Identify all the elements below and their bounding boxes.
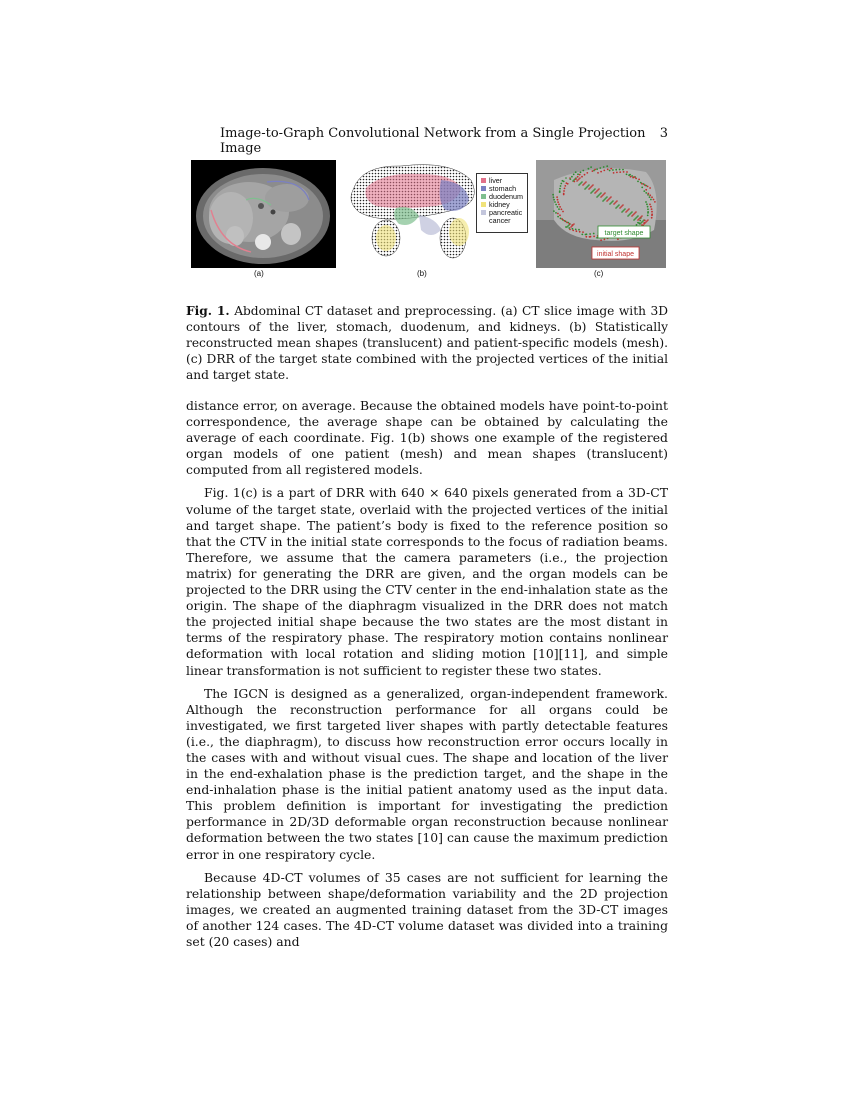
paragraph: Because 4D-CT volumes of 35 cases are not sufficient for learning the relationship between shape/deformation variability and the 2D projection images, we created an augmented training dataset from the 3D-CT images of another 124 cases. The 4D-CT volume dataset was divided into a training set (20 cases) and bbox=[186, 869, 668, 949]
legend-swatch bbox=[481, 178, 486, 183]
caption-text: Abdominal CT dataset and preprocessing. (a) CT slice image with 3D contours of the liver, stomach, duodenum, and kidneys. (b) Statistically reconstructed mean shapes (translucent) and patient-specific models (mesh). (c) DRR of the target state combined with the projected vertices of the initial and target state. bbox=[186, 304, 668, 382]
legend-swatch bbox=[481, 194, 486, 199]
paragraph: The IGCN is designed as a generalized, organ-independent framework. Although the reconstruction performance for all organs could be investigated, we first targeted liver shapes with partly detectable features (i.e., the diaphragm), to discuss how reconstruction error occurs locally in the cases with and without visual cues. The shape and location of the liver in the end-exhalation phase is the prediction target, and the shape in the end-inhalation phase is the initial patient anatomy used as the input data. This problem definition is important for investigating the prediction performance in 2D/3D deformable organ reconstruction because nonlinear deformation between the two states [10] can cause the maximum prediction error in one respiratory cycle. bbox=[186, 685, 668, 862]
legend-swatch bbox=[481, 186, 486, 191]
caption-prefix: Fig. 1. bbox=[186, 304, 230, 318]
page-number: 3 bbox=[659, 126, 668, 141]
figure-1 bbox=[186, 160, 668, 280]
legend-swatch bbox=[481, 210, 486, 215]
legend-item bbox=[481, 209, 525, 225]
paragraph: Fig. 1(c) is a part of DRR with 640 × 640 pixels generated from a 3D-CT volume of the target state, overlaid with the projected vertices of the initial and target shape. The patient’s body is fixed to the reference position so that the CTV in the initial state corresponds to the focus of radiation beams. Therefore, we assume that the camera parameters (i.e., the projection matrix) for generating the DRR are given, and the organ models can be projected to the DRR using the CTV center in the end-inhalation state as the origin. The shape of the diaphragm visualized in the DRR does not match the projected initial shape because the two states are the most distant in terms of the respiratory phase. The respiratory motion contains nonlinear deformation with local rotation and sliding motion [10][11], and simple linear transformation is not sufficient to register these two states. bbox=[186, 485, 668, 678]
legend-swatch bbox=[481, 202, 486, 207]
target-shape-label: target shape bbox=[604, 230, 644, 237]
initial-shape-label: initial shape bbox=[597, 251, 634, 258]
figure-caption bbox=[186, 303, 668, 383]
running-title: Image-to-Graph Convolutional Network from a Single Projection Image bbox=[220, 126, 646, 156]
organ-legend bbox=[476, 173, 528, 233]
paragraph: distance error, on average. Because the obtained models have point-to-point correspondence, the average shape can be obtained by calculating the average of each coordinate. Fig. 1(b) shows one example of the registered organ models of one patient (mesh) and mean shapes (translucent) computed from all registered models. bbox=[186, 398, 668, 478]
running-header bbox=[186, 126, 668, 156]
legend-label: pancreatic cancer bbox=[489, 208, 523, 225]
legend-label: stomach bbox=[489, 184, 517, 193]
sublabel-b: (b) bbox=[417, 269, 427, 278]
drr-image bbox=[536, 160, 666, 268]
sublabel-c: (c) bbox=[594, 269, 604, 278]
legend-label: duodenum bbox=[489, 192, 523, 201]
legend-label: kidney bbox=[489, 200, 510, 209]
legend-label: liver bbox=[489, 176, 503, 185]
body-text bbox=[186, 398, 668, 957]
sublabel-a: (a) bbox=[254, 269, 264, 278]
initial-shape-label-box bbox=[592, 247, 639, 259]
ct-slice-image bbox=[191, 160, 336, 268]
target-shape-label-box bbox=[598, 226, 650, 238]
